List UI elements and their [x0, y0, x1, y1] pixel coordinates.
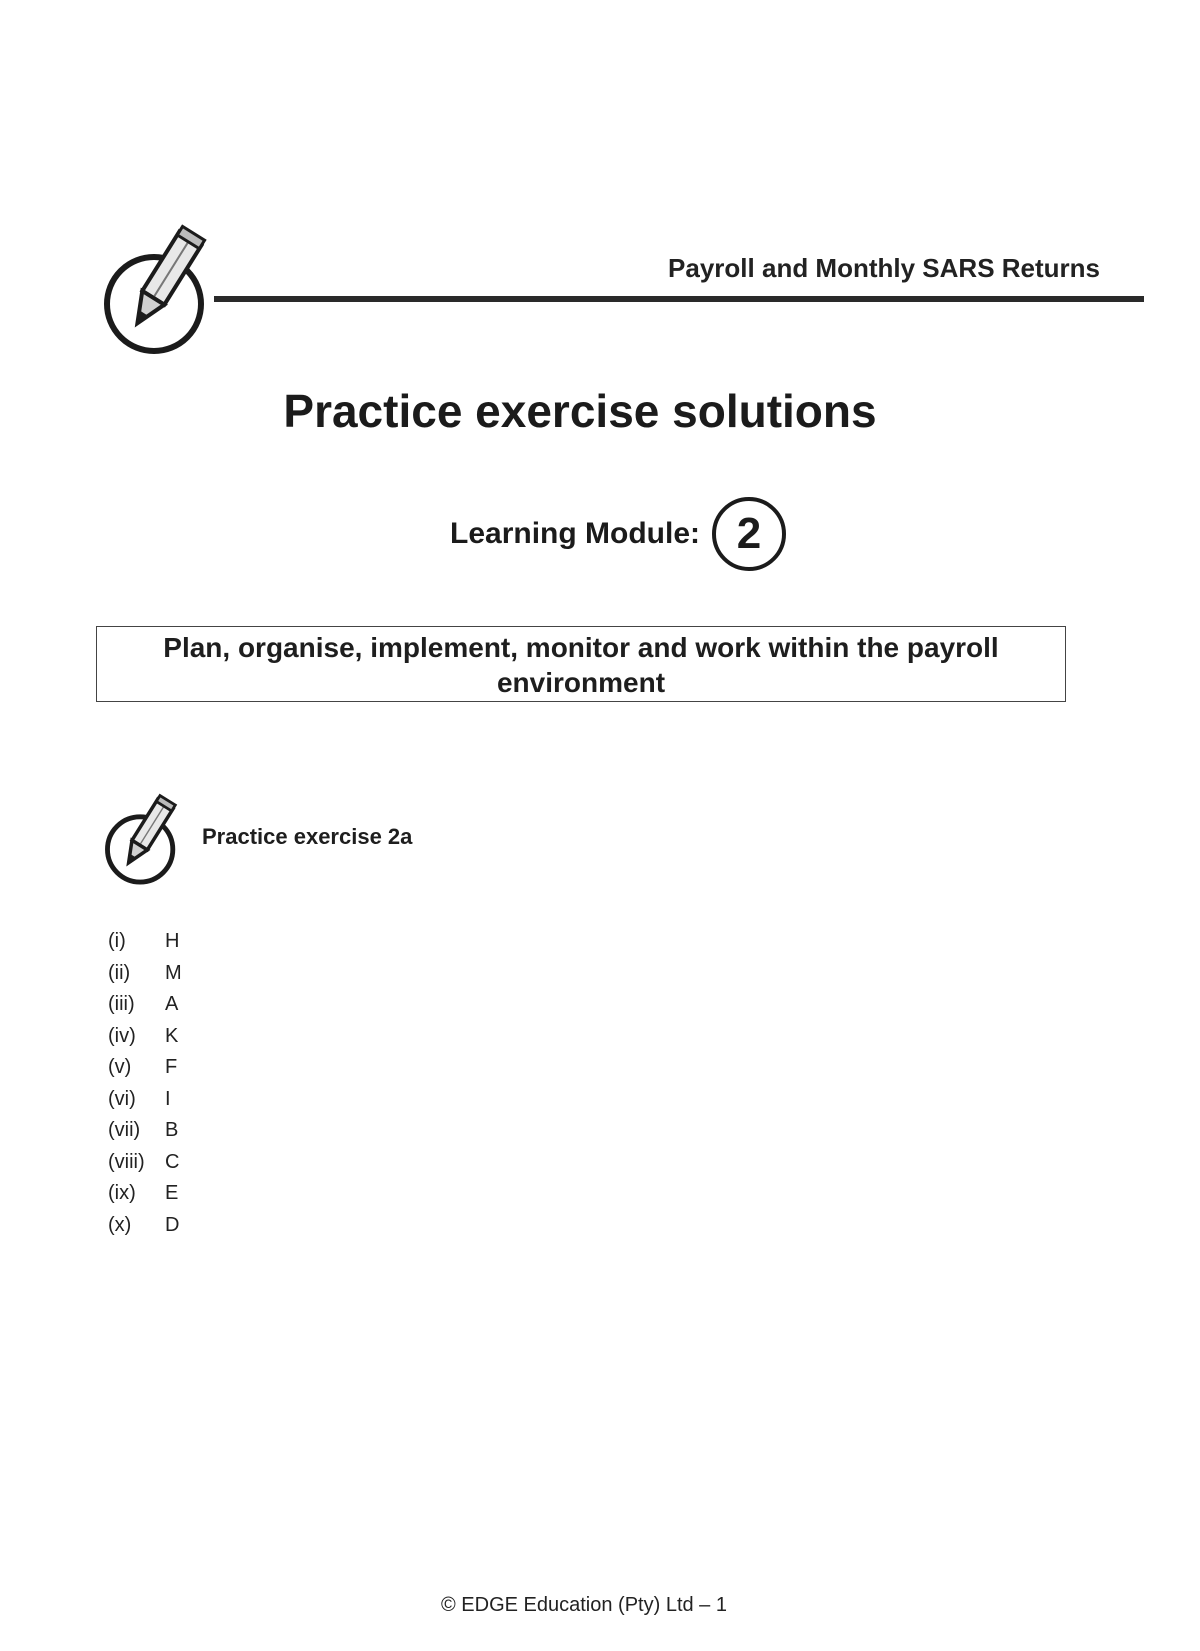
answer-value: H	[165, 930, 180, 953]
module-number-badge: 2	[712, 497, 786, 571]
list-item	[108, 989, 182, 1021]
answer-number: (i)	[108, 930, 126, 953]
list-item	[108, 1052, 182, 1084]
pencil-circle-icon	[104, 792, 186, 886]
answer-value: C	[165, 1150, 180, 1173]
topic-box	[96, 626, 1066, 702]
learning-module	[450, 494, 786, 574]
answer-value: A	[165, 993, 179, 1016]
answer-number: (ii)	[108, 961, 131, 984]
answer-number: (viii)	[108, 1150, 145, 1173]
answer-number: (vii)	[108, 1119, 141, 1142]
topic-line-1: Plan, organise, implement, monitor and work within the payroll	[163, 632, 999, 663]
exercise-title: Practice exercise 2a	[202, 824, 413, 849]
list-item	[108, 1178, 182, 1210]
answer-value: K	[165, 1024, 179, 1047]
answer-number: (vi)	[108, 1087, 136, 1110]
list-item	[108, 926, 182, 958]
answer-number: (v)	[108, 1056, 132, 1079]
topic-line-2: environment	[496, 667, 666, 698]
answer-list	[108, 926, 182, 1241]
answer-value: D	[165, 1213, 180, 1236]
list-item	[108, 958, 182, 990]
answer-number: (iii)	[108, 993, 135, 1016]
list-item	[108, 1115, 182, 1147]
answer-number: (ix)	[108, 1182, 136, 1205]
answer-number: (x)	[108, 1213, 132, 1236]
answer-value: I	[165, 1087, 171, 1110]
list-item	[108, 1210, 182, 1242]
page-footer: © EDGE Education (Pty) Ltd – 1	[441, 1594, 727, 1616]
answer-value: F	[165, 1056, 178, 1079]
answer-value: B	[165, 1119, 179, 1142]
header-rule	[214, 296, 1144, 302]
list-item	[108, 1084, 182, 1116]
answer-value: E	[165, 1182, 179, 1205]
list-item	[108, 1147, 182, 1179]
pencil-circle-icon	[102, 222, 220, 356]
list-item	[108, 1021, 182, 1053]
page-title: Practice exercise solutions	[283, 385, 877, 437]
answer-value: M	[165, 961, 182, 984]
module-label: Learning Module:	[450, 517, 700, 550]
header-title: Payroll and Monthly SARS Returns	[668, 253, 1100, 283]
answer-number: (iv)	[108, 1024, 136, 1047]
